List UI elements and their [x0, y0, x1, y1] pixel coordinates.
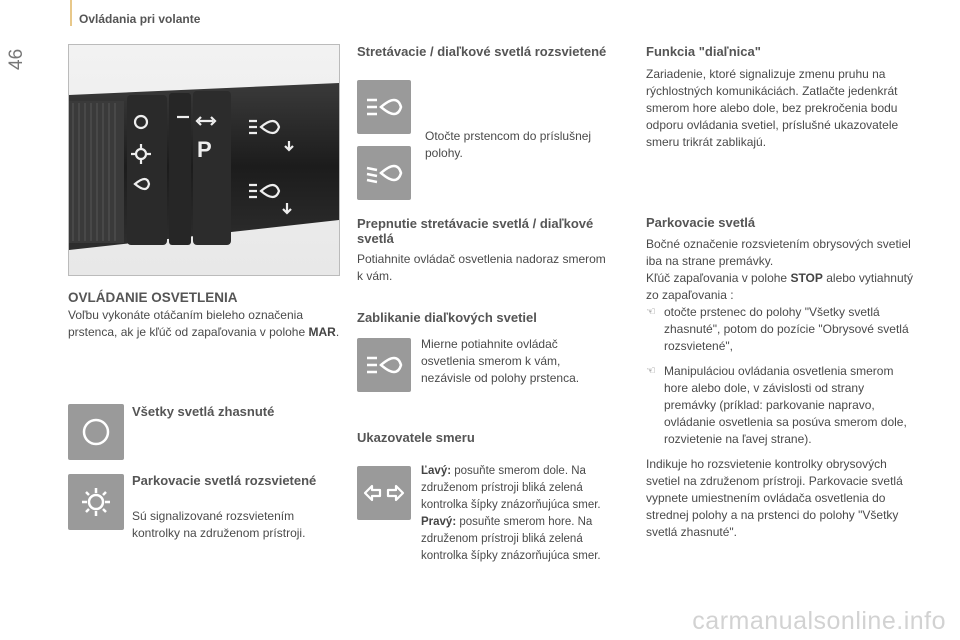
indicators-heading: Ukazovatele smeru [357, 430, 475, 445]
bullet-icon: ☜ [646, 365, 656, 377]
watermark: carmanualsonline.info [692, 607, 946, 635]
lane-change-heading: Funkcia "diaľnica" [646, 44, 761, 59]
lighting-stalk-photo [68, 44, 340, 276]
ignition-position-mar: MAR [308, 325, 336, 339]
flash-text: Mierne potiahnite ovládač osvetlenia smerom k vám, nezávisle od polohy prstenca. [421, 337, 580, 385]
all-lights-off-icon [68, 404, 124, 460]
lane-change-text: Zariadenie, ktoré signalizuje zmenu pruhu na rýchlostných komunikáciách. Zatlačte jedenkrát smerom hore alebo dole, bez prekročenia bodu odporu ovládania svetiel, príslušné ukazovatele smeru trikrát zablikajú. [646, 67, 899, 149]
headlamp-flash-icon [357, 338, 411, 392]
svg-text:P: P [197, 137, 212, 162]
dipped-beam-icon [357, 146, 411, 200]
all-off-heading: Všetky svetlá zhasnuté [132, 404, 275, 419]
parking-heading: Parkovacie svetlá rozsvietené [132, 473, 317, 488]
closing-text: Indikuje ho rozsvietenie kontrolky obrysových svetiel na združenom prístroji. Parkovacie svetlá vypnete umiestnením ovládača osvetlenia do strednej polohy a na prstenci do polohy "Všetky svetlá zhasnuté". [646, 457, 903, 539]
right-label: Pravý: [421, 516, 457, 528]
dipped-heading: Stretávacie / diaľkové svetlá rozsvietené [357, 44, 607, 59]
parking-lights-icon [68, 474, 124, 530]
switch-heading: Prepnutie stretávacie svetlá / diaľkové svetlá [357, 216, 594, 246]
bullet-icon: ☜ [646, 306, 656, 318]
parking-lights-text: Bočné označenie rozsvietením obrysových svetiel iba na strane premávky. Kľúč zapaľovania v polohe STOP alebo vytiahnutý zo zapaľovania : ☜ otočte prstenec do polohy "Všetky svetlá zhasnuté", potom do pozície "Obrysové svetlá rozsvietené", ☜ Manipuláciou ovládania osvetlenia smerom hore alebo dole, v závislosti od strany premávky (príklad: parkovanie napravo, ovládanie osvetlenia sa posúva smerom dole, rozvietenie na ľavej strane). Indikuje ho rozsvietenie kontrolky obrysových svetiel na združenom prístroji. Parkovacie svetlá vypnete umiestnením ovládača osvetlenia do strednej polohy a na prstenci do polohy "Všetky svetlá zhasnuté". [646, 236, 916, 541]
parking-text: Sú signalizované rozsvietením kontrolky na združenom prístroji. [132, 509, 306, 540]
parking-lights-heading: Parkovacie svetlá [646, 215, 756, 230]
bullet-item: otočte prstenec do polohy "Všetky svetlá zhasnuté", potom do pozície "Obrysové svetlá rozsvietené", [664, 305, 909, 353]
dipped-text: Otočte prstencom do príslušnej polohy. [425, 129, 592, 160]
intro-text: Voľbu vykonáte otáčaním bieleho označenia prstenca, ak je kľúč od zapaľovania v polohe MAR. [68, 308, 340, 339]
bullet-item: Manipuláciou ovládania osvetlenia smerom hore alebo dole, v závislosti od strany premávky (príklad: parkovanie napravo, ovládanie osvetlenia sa posúva smerom dole, rozvietenie na ľavej strane). [664, 364, 907, 446]
page-header: Ovládania pri volante [79, 12, 201, 26]
main-beam-icon [357, 80, 411, 134]
left-label: Ľavý: [421, 465, 452, 477]
header-accent-bar [70, 0, 72, 26]
switch-text: Potiahnite ovládač osvetlenia nadoraz smerom k vám. [357, 252, 606, 283]
flash-heading: Zablikanie diaľkových svetiel [357, 310, 537, 325]
section-title: OVLÁDANIE OSVETLENIA [68, 290, 238, 305]
page-number: 46 [6, 48, 27, 70]
indicators-text: Ľavý: posuňte smerom dole. Na združenom prístroji bliká zelená kontrolka šípky znázorňujúca smer. Pravý: posuňte smerom hore. Na združenom prístroji bliká zelená kontrolka šípky znázorňujúca smer. [421, 465, 601, 562]
